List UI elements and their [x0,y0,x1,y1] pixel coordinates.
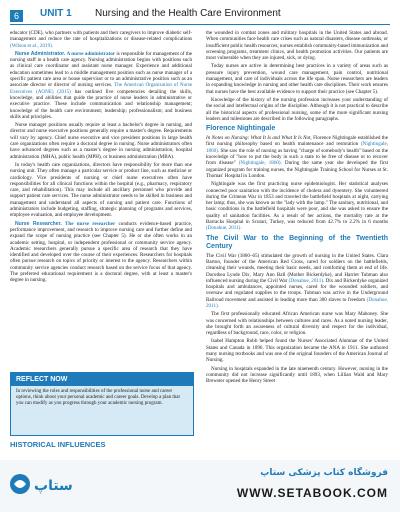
key-term: The nurse researcher [65,220,116,227]
setabook-logo[interactable] [8,464,88,504]
heading-florence-nightingale: Florence Nightingale [206,125,276,133]
paragraph: In today's health care organizations, directors have responsibility for more than one nursing unit. They often manage a particular service or product line, such as medicine or cardiology. Vice presidents of nursing or chief nurse executives often have responsibilities for all clinical functions within the hospital (e.g., pharmacy, respiratory care, and rehabilitation). This may include all ancillary personnel who provide and support patient care services. The nurse administrator needs to be skilled in business and management and understand all aspects of nursing and patient care. Functions of administrators include budgeting, staffing, strategic planning of programs and services, employee evaluation, and employee development. [10,161,192,219]
citation-link[interactable]: (Donahue, 2011). [206,225,242,232]
page-number: 6 [10,10,23,22]
left-column [10,30,192,286]
key-term: A nurse administrator [66,50,116,57]
paragraph: The first professionally educated African American nurse was Mary Mahoney. She was concerned with relationships between cultures and races. As a noted nursing leader, she brought forth an awareness of cultural diversity and respect for the individual, regardless of background, race, color, or religion. [206,311,388,337]
right-column [206,30,388,387]
citation-link[interactable]: The American Organization of Nurse Executives (AONE) (2015) [10,82,192,95]
paragraph: the wounded in combat zones and military hospitals in the United States and abroad. When communities face health care crises such as natural disasters, disease outbreaks, or insufficient public health resources, nurses establish community-based immunization and screening programs, treatment clinics, and health promotion activities. Our patients are most vulnerable when they are injured, sick, or dying. [206,30,388,62]
reflect-now-title: REFLECT NOW [11,373,193,386]
logo-text: ستاپ [34,478,73,494]
paragraph: Nurse Administrator. A nurse administrator is responsible for management of the nursing staff in a health care agency. Nursing administration begins with positions such as clinical care coordinator and assistant nurse manager. Experience and additional education sometimes lead to a middle management position such as nurse manager of a specific patient care area or house supervisor or to an administrative position such as an associate director or director of nursing services. The American Organization of Nurse Executives (AONE) (2015) has outlined five competencies detailing the skills, knowledge, and abilities that guide the practice of nurse leaders in administrative or executive practice. These include communication and relationship management; knowledge of the health care environment; leadership; professionalism; and business skills and principles. [10,50,193,120]
unit-label: UNIT 1 [40,8,72,19]
paragraph: Nurse Researcher. The nurse researcher conducts evidence-based practice, performance improvement, and research to improve nursing care and further define and expand the scope of nursing practice (see Chapter 5). He or she often works in an academic setting, hospital, or independent professional or community service agency. Academic researchers generally pursue a specific area of research that they have identified and developed over the course of their experiences. Researchers for hospitals often pursue research on topics of priority or interest to the agency. Researchers within community service agencies conduct research based on the service focus of that agency. The preferred educational requirement is a doctoral degree, with at least a master's degree in nursing. [10,220,192,284]
paragraph: Nightingale was the first practicing nurse epidemiologist. Her statistical analyses connected poor sanitation with the incidence of cholera and dysentery. She volunteered during the Crimean War in 1853 and traveled the battlefield hospitals at night, carrying her lamp; thus, she was known as the "lady with the lamp." The sanitary, nutritional, and basic conditions in the battlefield hospitals were poor, and she was asked to ensure the quality of sanitation facilities. As a result of her actions, the mortality rate at the Barracks Hospital in Scutari, Turkey, was reduced from 42.7% to 2.2% in 6 months (Donahue, 2011). [206,181,388,232]
store-name: فروشگاه کتاب پزشکی ستاپ [260,468,388,478]
citation-link[interactable]: (Wilson et al., 2019). [10,42,54,49]
paragraph: Today nurses are active in determining best practices in a variety of areas such as pressure injury prevention, wound care management, pain control, nutritional management, and care of individuals across the life span. Nurse researchers are leaders in expanding knowledge in nursing and other health care disciplines. Their work ensures that nurses have the best available evidence to support their practice (see Chapter 5). [206,63,388,95]
citation-link[interactable]: (Nightingale, 1860). [206,141,388,154]
paragraph: Nursing in hospitals expanded in the late nineteenth century. However, nursing in the community did not increase significantly until 1893, when Lillian Wald and Mary Brewster opened the Henry Street [206,365,388,385]
heading-civil-war: The Civil War to the Beginning of the Twentieth Century [206,234,388,250]
subsection-heading: Nurse Administrator. [15,50,66,57]
section-heading-historical: HISTORICAL INFLUENCES [10,440,106,449]
citation-link[interactable]: (Donahue, 2011). [288,277,325,284]
paragraph: Isabel Hampton Robb helped found the Nurses' Associated Alumnae of the United States and Canada in 1896. This organization became the ANA in 1911. She authored many nursing textbooks and was one of the original founders of the American Journal of Nursing. [206,338,388,364]
paragraph: educator (CDE), who partners with patients and their caregivers to improve diabetic self-management and reduce the rate of hospitalizations or disease-related complications (Wilson et al., 2019). [10,30,192,49]
paragraph: In Notes on Nursing: What It Is and What It Is Not, Florence Nightingale established the first nursing philosophy based on health maintenance and restoration (Nightingale, 1860). She saw the role of nursing as having "charge of somebody's health" based on the knowledge of "how to put the body in such a state to be free of disease or to recover from disease" (Nightingale, 1860). During the same year she developed the first organized program for training nurses, the Nightingale Training School for Nurses at St. Thomas' Hospital in London. [206,135,389,179]
store-url[interactable]: WWW.SETABOOK.COM [236,486,388,500]
reflect-now-body: In reviewing the roles and responsibilities of the professional nurse and career options, think about your personal academic and career goals. Develop a plan that you can modify as you progress through your academic nursing program. [16,389,180,407]
paragraph: The Civil War (1860–65) stimulated the growth of nursing in the United States. Clara Barton, founder of the American Red Cross, cared for soldiers on the battlefields, cleansing their wounds, meeting their basic needs, and comforting them at end of life. Dorothea Lynde Dix, Mary Ann Ball (Mother Bickerdyke), and Harriet Tubman also influenced nursing during the Civil War (Donahue, 2011). Dix and Bickerdyke organized hospitals and ambulances, appointed nurses, cared for the wounded soldiers, and oversaw and regulated supplies to the troops. Tubman was active in the Underground Railroad movement and assisted in leading more than 300 slaves to freedom (Donahue, 2011). [206,252,388,309]
paragraph: Nurse manager positions usually require at least a bachelor's degree in nursing, and director and nurse executive positions generally require a master's degree. Requirements will vary by agency. Chief nurse executive and vice president positions in large health care organizations often require a doctoral degree in nursing. Nurse administrators often have advanced degrees such as a master's degree in nursing administration, hospital administration (MHA), public health (MPH), or business administration (MBA). [10,122,192,160]
paragraph: Knowledge of the history of the nursing profession increases your understanding of the social and intellectual origins of the discipline. Although it is not practical to describe all the historical aspects of professional nursing, some of the more significant nursing leaders and milestones are described in the following paragraphs. [206,96,388,122]
citation-link[interactable]: (Donahue, 2011). [206,296,388,309]
citation-link[interactable]: (Nightingale, 1860). [238,160,282,167]
header-divider [10,24,390,25]
unit-title: Nursing and the Health Care Environment [95,8,281,19]
subsection-heading: Nurse Researcher. [15,220,62,227]
reflect-now-box [10,372,194,436]
